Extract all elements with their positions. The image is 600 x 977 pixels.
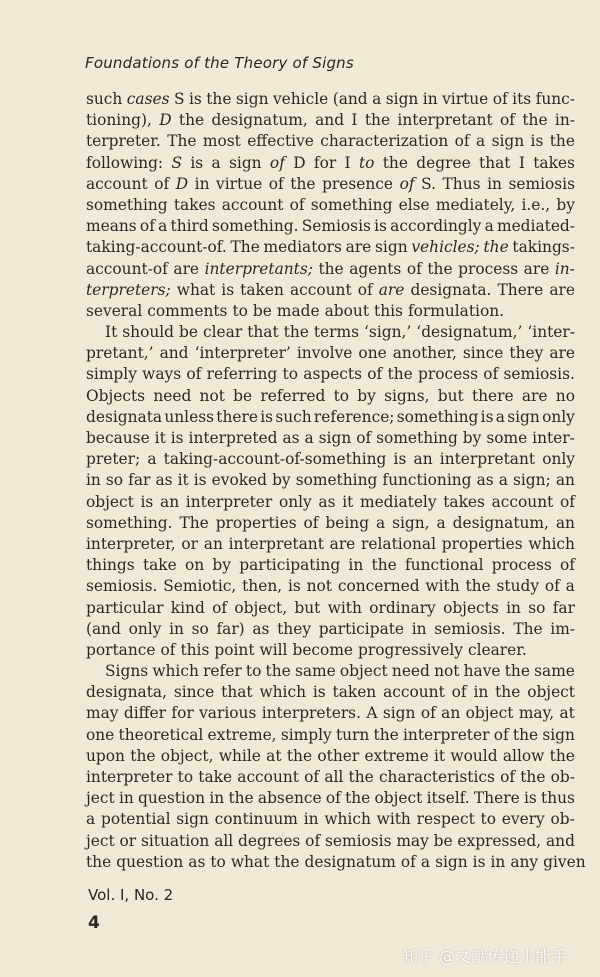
- text-line: designata, since that which is taken account of in the object: [86, 683, 575, 702]
- text-line: Signs which refer to the same object need not have the same: [105, 662, 575, 681]
- text-line: in so far as it is evoked by something functioning as a sign; an: [86, 471, 575, 490]
- text-line: ject or situation all degrees of semiosis may be expressed, and: [86, 831, 575, 850]
- text-line: one theoretical extreme, simply turn the interpreter of the sign: [86, 725, 575, 744]
- text-line: interpreter, or an interpretant are relational properties which: [86, 534, 575, 553]
- text-line: may differ for various interpreters. A sign of an object may, at: [86, 704, 575, 723]
- text-line: something takes account of something else mediately, i.e., by: [86, 195, 575, 214]
- text-line: things take on by participating in the functional process of: [86, 556, 575, 575]
- text-line: a potential sign continuum in which with respect to every ob-: [86, 810, 575, 829]
- text-line: preter; a taking-account-of-something is an interpretant only: [86, 450, 575, 469]
- text-line: particular kind of object, but with ordinary objects in so far: [86, 598, 575, 617]
- text-line: terpreter. The most effective characterization of a sign is the: [86, 132, 575, 151]
- text-line: several comments to be made about this formulation.: [86, 301, 505, 320]
- text-line: object is an interpreter only as it mediately takes account of: [86, 492, 575, 511]
- text-line: terpreters; what is taken account of are designata. There are: [86, 280, 575, 299]
- text-line: designata unless there is such reference; something is a sign only: [86, 407, 575, 426]
- text-line: the question as to what the designatum of a sign is in any given: [86, 852, 586, 871]
- page-number: 4: [88, 913, 100, 933]
- text-line: pretant,’ and ‘interpreter’ involve one another, since they are: [86, 344, 575, 363]
- text-line: upon the object, while at the other extreme it would allow the: [86, 746, 575, 765]
- text-line: such cases S is the sign vehicle (and a sign in virtue of its func-: [86, 90, 575, 108]
- text-line: account-of are interpretants; the agents of the process are in-: [86, 259, 575, 278]
- text-line: tioning), D the designatum, and I the interpretant of the in-: [86, 111, 575, 130]
- text-line: Objects need not be referred to by signs, but there are no: [86, 386, 575, 405]
- text-line: means of a third something. Semiosis is accordingly a mediated-: [86, 217, 575, 236]
- watermark: 知乎 @文献传递小能手: [402, 947, 568, 966]
- text-line: (and only in so far) as they participate in semiosis. The im-: [86, 619, 575, 638]
- text-line: simply ways of referring to aspects of the process of semiosis.: [86, 365, 575, 384]
- body-text: [86, 89, 586, 873]
- text-line: It should be clear that the terms ‘sign,’ ‘designatum,’ ‘inter-: [105, 323, 575, 342]
- text-line: semiosis. Semiotic, then, is not concerned with the study of a: [86, 577, 575, 596]
- text-line: because it is interpreted as a sign of something by some inter-: [86, 429, 575, 447]
- running-header: Foundations of the Theory of Signs: [85, 54, 354, 72]
- text-line: interpreter to take account of all the characteristics of the ob-: [86, 768, 575, 786]
- text-line: ject in question in the absence of the object itself. There is thus: [86, 789, 575, 808]
- text-line: something. The properties of being a sign, a designatum, an: [86, 513, 575, 532]
- text-line: taking-account-of. The mediators are sign vehicles; the takings-: [86, 238, 575, 257]
- text-line: following: S is a sign of D for I to the degree that I takes: [86, 153, 575, 172]
- text-line: account of D in virtue of the presence of S. Thus in semiosis: [86, 174, 575, 193]
- text-line: portance of this point will become progressively clearer.: [86, 640, 527, 659]
- volume-label: Vol. I, No. 2: [88, 886, 174, 904]
